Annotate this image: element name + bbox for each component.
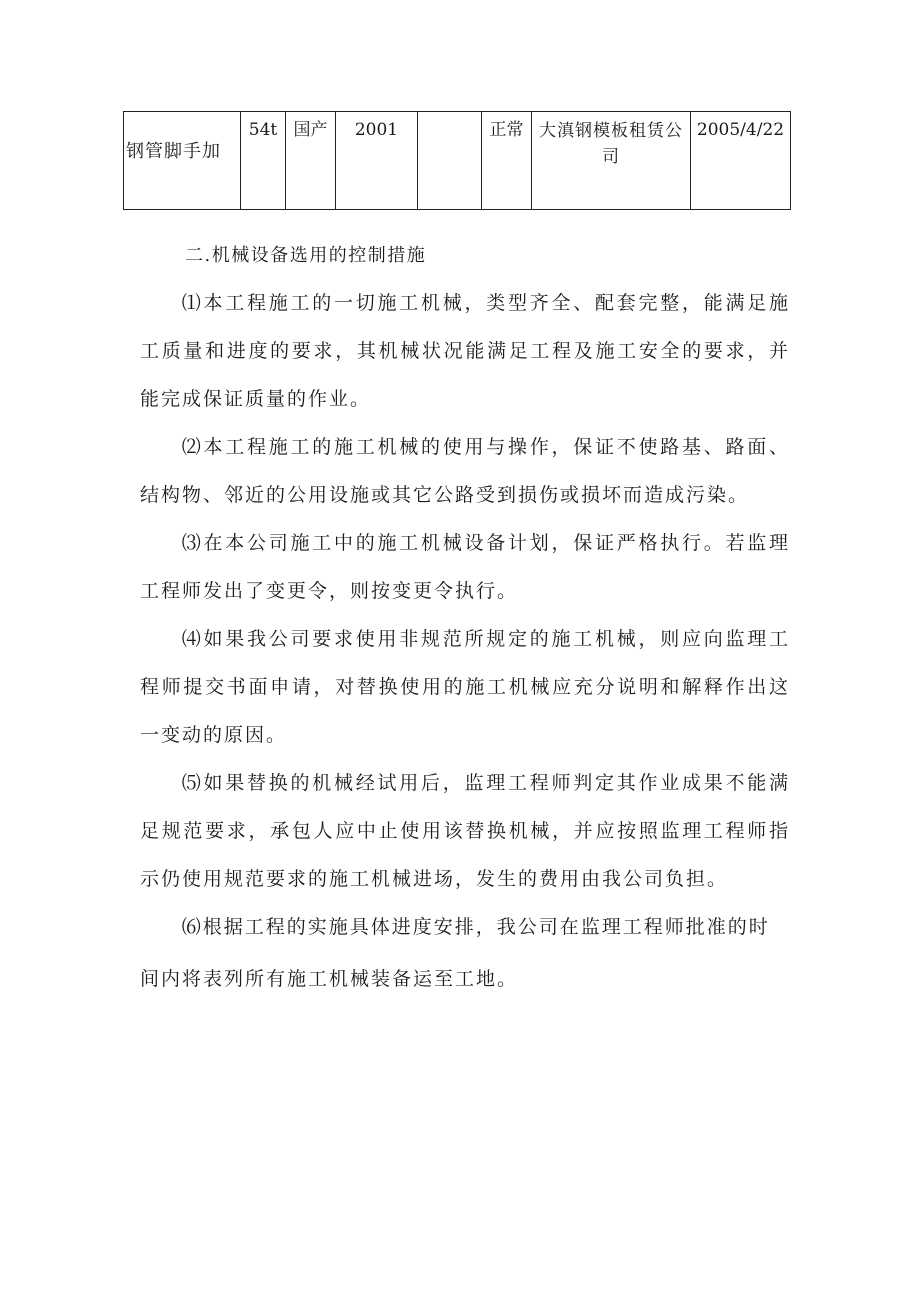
equipment-date: 2005/4/22 — [696, 120, 785, 140]
paragraph-1: ⑴本工程施工的一切施工机械，类型齐全、配套完整，能满足施工质量和进度的要求，其机械状况能满足工程及施工安全的要求，并能完成保证质量的作业。 — [140, 292, 790, 410]
blank-cell — [418, 112, 482, 210]
date-cell — [691, 112, 791, 210]
equipment-year: 2001 — [354, 120, 399, 140]
equipment-supplier: 大滇钢模板租赁公司 — [539, 121, 683, 167]
supplier-cell — [532, 112, 691, 210]
condition-cell — [482, 112, 532, 210]
paragraph-5: ⑸如果替换的机械经试用后，监理工程师判定其作业成果不能满足规范要求，承包人应中止使用该替换机械，并应按照监理工程师指示仍使用规范要求的施工机械进场，发生的费用由我公司负担。 — [140, 772, 790, 890]
equipment-origin: 国产 — [293, 120, 328, 140]
section-heading: 二.机械设备选用的控制措施 — [185, 245, 427, 266]
year-cell — [336, 112, 418, 210]
equipment-table — [123, 111, 791, 210]
origin-cell — [286, 112, 336, 210]
equipment-condition: 正常 — [489, 120, 524, 140]
equipment-blank — [418, 112, 481, 118]
equipment-name-cell — [124, 112, 241, 210]
table-row — [124, 112, 791, 210]
equipment-name: 钢管脚手加 — [126, 141, 221, 162]
paragraph-3: ⑶在本公司施工中的施工机械设备计划，保证严格执行。若监理工程师发出了变更令，则按变更令执行。 — [140, 532, 790, 602]
paragraph-4: ⑷如果我公司要求使用非规范所规定的施工机械，则应向监理工程师提交书面申请，对替换使用的施工机械应充分说明和解释作出这一变动的原因。 — [140, 628, 790, 746]
paragraph-6-line-1: ⑹根据工程的实施具体进度安排，我公司在监理工程师批准的时 — [181, 916, 770, 938]
quantity-cell — [241, 112, 286, 210]
paragraph-2: ⑵本工程施工的施工机械的使用与操作，保证不使路基、路面、结构物、邻近的公用设施或其它公路受到损伤或损坏而造成污染。 — [140, 436, 790, 506]
paragraph-6-line-2: 间内将表列所有施工机械装备运至工地。 — [140, 968, 519, 990]
equipment-quantity: 54t — [248, 120, 278, 140]
